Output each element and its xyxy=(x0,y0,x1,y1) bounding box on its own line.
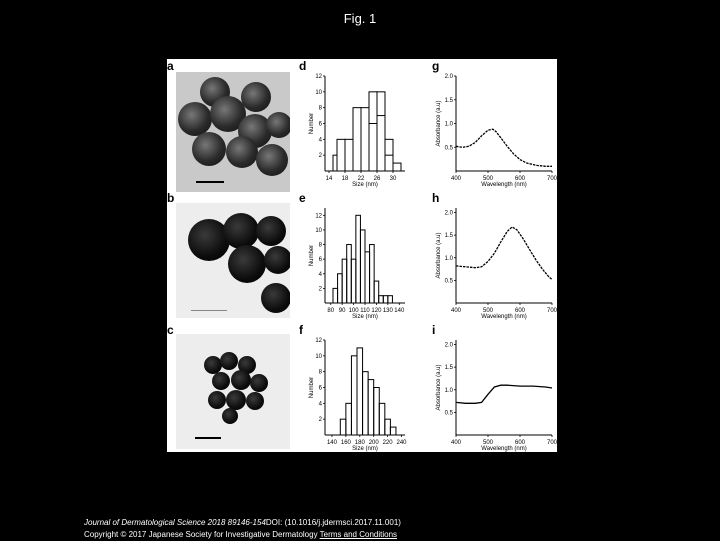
e-bar xyxy=(333,288,338,303)
d-y-tick-label: 6 xyxy=(318,121,322,128)
h-y-tick-label: 0.5 xyxy=(444,278,453,285)
panel-label-h: h xyxy=(432,191,440,205)
d-y-tick-label: 8 xyxy=(318,105,322,112)
d-bar xyxy=(361,108,369,171)
f-y-tick-label: 4 xyxy=(318,401,322,408)
e-y-tick-label: 4 xyxy=(318,271,322,278)
f-x-tick-label: 200 xyxy=(368,440,379,446)
e-bar xyxy=(374,281,379,303)
g-x-tick-label: 700 xyxy=(546,176,557,182)
f-x-tick-label: 240 xyxy=(396,440,407,446)
citation xyxy=(84,517,401,541)
h-x-tick-label: 700 xyxy=(546,308,557,314)
figure xyxy=(167,59,557,452)
e-bar xyxy=(351,259,356,303)
e-x-tick-label: 130 xyxy=(382,308,393,314)
d-y-tick-label: 2 xyxy=(318,153,322,160)
i-x-axis-label: Wavelength (nm) xyxy=(481,446,527,452)
charts-svg xyxy=(167,59,557,452)
e-bar xyxy=(388,296,393,303)
d-bar xyxy=(333,155,337,171)
panel-label-c: c xyxy=(167,323,174,337)
g-y-tick-label: 1.0 xyxy=(444,121,453,128)
f-bar xyxy=(346,403,352,435)
e-bar xyxy=(347,245,352,303)
panel-label-a: a xyxy=(167,59,174,73)
h-x-axis-label: Wavelength (nm) xyxy=(481,314,527,320)
i-x-tick-label: 600 xyxy=(514,440,526,446)
e-y-axis-label: Number xyxy=(309,244,315,267)
e-bar xyxy=(342,259,347,303)
f-y-tick-label: 10 xyxy=(315,353,322,360)
e-y-tick-label: 8 xyxy=(318,242,322,249)
d-bar xyxy=(353,108,361,171)
d-bar xyxy=(377,116,385,171)
f-bar xyxy=(374,388,380,436)
panel-label-f: f xyxy=(299,323,303,337)
g-y-axis-label: Absorbance (a.u) xyxy=(436,100,442,147)
panel-label-b: b xyxy=(167,191,175,205)
f-y-axis-label: Number xyxy=(309,376,315,399)
d-bar xyxy=(369,92,377,171)
f-x-tick-label: 180 xyxy=(354,440,365,446)
i-spectrum-line xyxy=(456,385,552,403)
citation-doi: DOI: (10.1016/j.jdermsci.2017.11.001) xyxy=(265,518,401,527)
f-bar xyxy=(368,380,374,435)
e-x-tick-label: 120 xyxy=(371,308,382,314)
e-x-tick-label: 100 xyxy=(348,308,359,314)
g-x-tick-label: 600 xyxy=(514,176,526,182)
panel-label-i: i xyxy=(432,323,436,337)
i-y-tick-label: 1.5 xyxy=(444,365,453,372)
d-y-axis-label: Number xyxy=(309,112,315,135)
h-y-axis-label: Absorbance (a.u) xyxy=(436,232,442,279)
e-x-tick-label: 80 xyxy=(327,308,335,314)
g-spectrum-line xyxy=(456,129,552,166)
h-y-tick-label: 1.0 xyxy=(444,255,453,262)
i-x-tick-label: 500 xyxy=(482,440,494,446)
f-y-tick-label: 12 xyxy=(315,338,322,344)
e-x-tick-label: 90 xyxy=(338,308,346,314)
d-x-tick-label: 22 xyxy=(357,176,365,182)
g-y-tick-label: 1.5 xyxy=(444,97,453,104)
h-x-tick-label: 600 xyxy=(514,308,526,314)
f-bar xyxy=(357,348,363,435)
f-y-tick-label: 6 xyxy=(318,385,322,392)
e-bar xyxy=(379,296,384,303)
f-y-tick-label: 2 xyxy=(318,417,322,424)
i-y-tick-label: 0.5 xyxy=(444,410,453,417)
e-y-tick-label: 2 xyxy=(318,286,322,293)
f-bar xyxy=(351,356,357,435)
e-bar xyxy=(370,245,375,303)
i-x-tick-label: 700 xyxy=(546,440,557,446)
e-y-tick-label: 6 xyxy=(318,257,322,264)
d-bar xyxy=(345,139,353,171)
f-bar xyxy=(385,419,391,435)
i-y-tick-label: 2.0 xyxy=(444,342,453,349)
f-bar xyxy=(363,372,369,435)
h-spectrum-line xyxy=(456,227,552,280)
panel-label-d: d xyxy=(299,59,307,73)
e-x-tick-label: 110 xyxy=(360,308,370,314)
f-bar xyxy=(340,419,346,435)
f-x-tick-label: 220 xyxy=(382,440,393,446)
e-bar xyxy=(356,215,361,303)
d-x-axis-label: Size (nm) xyxy=(352,182,378,188)
f-bar xyxy=(390,427,396,435)
e-y-tick-label: 10 xyxy=(315,227,322,234)
h-x-tick-label: 500 xyxy=(482,308,494,314)
d-x-tick-label: 30 xyxy=(389,176,397,182)
d-x-tick-label: 26 xyxy=(373,176,381,182)
h-y-tick-label: 2.0 xyxy=(444,210,453,217)
e-bar xyxy=(360,230,365,303)
f-x-axis-label: Size (nm) xyxy=(352,446,378,452)
e-x-axis-label: Size (nm) xyxy=(352,314,378,320)
citation-journal: Journal of Dermatological Science 2018 89146-154 xyxy=(84,518,266,527)
f-y-tick-label: 8 xyxy=(318,369,322,376)
terms-link[interactable]: Terms and Conditions xyxy=(319,530,398,539)
page-title: Fig. 1 xyxy=(343,11,377,26)
h-x-tick-label: 400 xyxy=(450,308,462,314)
g-x-tick-label: 500 xyxy=(482,176,494,182)
f-bar xyxy=(379,403,385,435)
d-y-tick-label: 10 xyxy=(315,89,322,96)
e-x-tick-label: 140 xyxy=(394,308,405,314)
g-y-tick-label: 2.0 xyxy=(444,74,453,80)
f-x-tick-label: 140 xyxy=(326,440,337,446)
panel-label-g: g xyxy=(432,59,440,73)
f-x-tick-label: 160 xyxy=(340,440,351,446)
d-bar-overlay xyxy=(369,124,377,172)
panel-label-e: e xyxy=(299,191,306,205)
g-x-tick-label: 400 xyxy=(450,176,462,182)
d-bar xyxy=(337,139,345,171)
i-y-axis-label: Absorbance (a.u) xyxy=(436,364,442,411)
g-y-tick-label: 0.5 xyxy=(444,145,453,152)
h-y-tick-label: 1.5 xyxy=(444,233,453,240)
d-bar-overlay xyxy=(377,92,385,171)
d-y-tick-label: 12 xyxy=(315,74,322,80)
d-bar-overlay xyxy=(385,155,393,171)
e-bar xyxy=(383,296,388,303)
e-bar xyxy=(338,274,343,303)
i-x-tick-label: 400 xyxy=(450,440,462,446)
e-y-tick-label: 12 xyxy=(315,213,322,220)
i-y-tick-label: 1.0 xyxy=(444,387,453,394)
e-bar xyxy=(365,252,370,303)
citation-copyright: Copyright © 2017 Japanese Society for Investigative Dermatology xyxy=(84,530,318,539)
d-x-tick-label: 18 xyxy=(341,176,349,182)
d-x-tick-label: 14 xyxy=(325,176,333,182)
d-bar-overlay xyxy=(393,163,401,171)
g-x-axis-label: Wavelength (nm) xyxy=(481,182,527,188)
d-y-tick-label: 4 xyxy=(318,137,322,144)
